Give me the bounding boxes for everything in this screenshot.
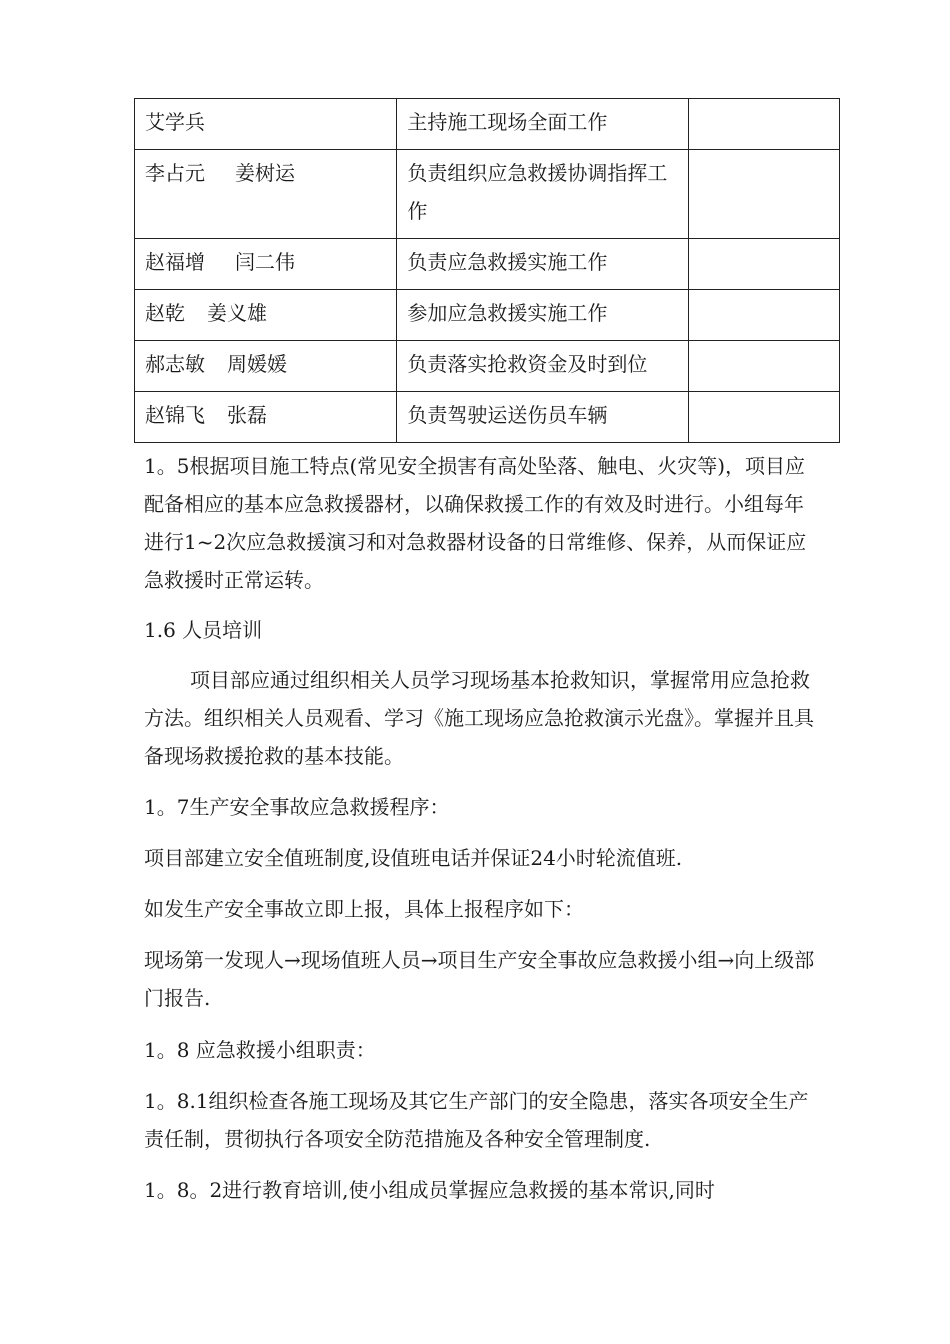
duty-cell: 负责落实抢救资金及时到位 (397, 341, 688, 392)
remarks-cell (688, 150, 839, 239)
member-name: 赵福增 (145, 250, 205, 274)
duty-cell: 负责驾驶运送伤员车辆 (397, 392, 688, 443)
remarks-cell (688, 341, 839, 392)
member-name: 闫二伟 (235, 250, 295, 274)
table-row (135, 290, 840, 341)
duty-cell: 负责组织应急救援协调指挥工作 (397, 150, 688, 239)
member-name: 姜树运 (235, 161, 295, 185)
names-cell (135, 290, 397, 341)
paragraph-1-5: 1。5根据项目施工特点(常见安全损害有高处坠落、触电、火灾等)，项目应配备相应的基本应急救援器材，以确保救援工作的有效及时进行。小组每年进行1~2次应急救援演习和对急救器材设备的日常维修、保养，从而保证应急救援时正常运转。 (144, 454, 807, 592)
member-name: 李占元 (145, 161, 205, 185)
paragraph-report-intro: 如发生产安全事故立即上报，具体上报程序如下： (144, 897, 584, 921)
paragraph-report-procedure: 现场第一发现人→现场值班人员→项目生产安全事故应急救援小组→向上级部门报告. (144, 948, 815, 1010)
remarks-cell (688, 99, 839, 150)
table-row (135, 99, 840, 150)
names-cell (135, 341, 397, 392)
member-name: 艾学兵 (145, 110, 205, 134)
remarks-cell (688, 239, 839, 290)
paragraph-1-8-2: 1。8。2进行教育培训,使小组成员掌握应急救援的基本常识,同时 (144, 1178, 715, 1202)
duty-cell: 负责应急救援实施工作 (397, 239, 688, 290)
paragraph-duty-system: 项目部建立安全值班制度,设值班电话并保证24小时轮流值班. (144, 846, 683, 870)
emergency-team-table (134, 98, 840, 443)
names-cell (135, 239, 397, 290)
names-cell (135, 392, 397, 443)
member-name: 郝志敏 (145, 352, 205, 376)
table-row (135, 392, 840, 443)
heading-1-7: 1。7生产安全事故应急救援程序： (144, 795, 450, 819)
table-row (135, 341, 840, 392)
paragraph-1-6: 项目部应通过组织相关人员学习现场基本抢救知识，掌握常用应急抢救方法。组织相关人员观看、学习《施工现场应急抢救演示光盘》。掌握并且具备现场救援抢救的基本技能。 (144, 668, 814, 768)
remarks-cell (688, 290, 839, 341)
table-row (135, 239, 840, 290)
member-name: 姜义雄 (207, 301, 267, 325)
paragraph-1-8-1: 1。8.1组织检查各施工现场及其它生产部门的安全隐患，落实各项安全生产责任制，贯彻执行各项安全防范措施及各种安全管理制度. (144, 1089, 809, 1151)
table-row (135, 150, 840, 239)
duty-cell: 主持施工现场全面工作 (397, 99, 688, 150)
duty-cell: 参加应急救援实施工作 (397, 290, 688, 341)
member-name: 赵锦飞 (145, 403, 205, 427)
remarks-cell (688, 392, 839, 443)
heading-1-8: 1。8 应急救援小组职责： (144, 1038, 376, 1062)
member-name: 赵乾 (145, 301, 185, 325)
names-cell (135, 99, 397, 150)
member-name: 周媛媛 (227, 352, 287, 376)
heading-1-6: 1.6 人员培训 (144, 618, 263, 642)
member-name: 张磊 (227, 403, 267, 427)
names-cell (135, 150, 397, 239)
